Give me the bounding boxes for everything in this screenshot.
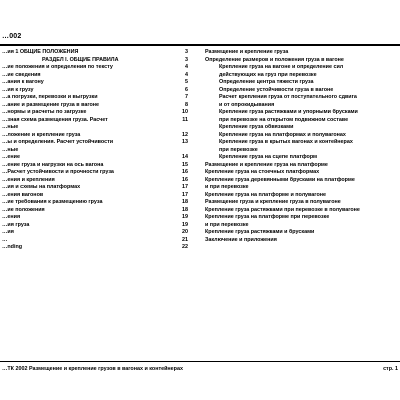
toc-entry-text: …а погрузки, перевозки и выгрузки [2,94,98,100]
toc-entry [205,177,397,185]
toc-entry [2,184,192,192]
toc-entry [2,237,192,245]
toc-entry [205,147,397,155]
toc-entry-text: Определение устойчивости груза в вагоне [219,86,334,93]
toc-entry-text: …ия груза [2,221,30,228]
toc-entry [2,94,192,102]
toc-entry-text: …ение груза и нагрузки на ось вагона [2,161,104,168]
toc-entry-page: 10 [182,109,188,115]
toc-entry-text: …ные [2,146,19,153]
toc-entry-text: Крепление груза на вагоне и определение сил [219,64,344,70]
toc-entry [205,139,397,147]
toc-entry [2,109,192,117]
toc-entry [205,79,397,87]
toc-entry [205,124,397,132]
toc-entry-text: Расчет крепления груза от поступательного сдвига [219,94,357,100]
toc-entry [205,57,397,65]
toc-entry [2,222,192,230]
toc-entry-text: действующих на груз при перевозке [219,71,317,78]
toc-entry-text: Определение центра тяжести груза [219,79,314,85]
toc-entry [205,154,397,162]
toc-entry-text: …зная схема размещения груза. Расчет [2,116,108,123]
toc-entry-text: Заключение и приложения [205,236,277,243]
toc-entry-text: Определение размеров и положения груза в вагоне [205,56,344,63]
toc-entry [205,214,397,222]
toc-entry [205,64,397,72]
toc-entry [205,184,397,192]
toc-entry [205,132,397,140]
toc-entry-page: 15 [182,161,188,168]
toc-entry-text: Крепление груза растяжками при перевозке в полувагоне [205,206,360,213]
toc-left-column [2,49,192,252]
toc-entry [2,49,192,57]
toc-entry-text: …ия к грузу [2,86,34,93]
toc-entry-text: …ания к вагону [2,79,44,85]
toc-entry-text: Крепление груза на платформе при перевозке [205,214,330,220]
toc-entry-page: 17 [182,191,188,198]
toc-entry [2,147,192,155]
toc-entry [2,169,192,177]
toc-entry [205,222,397,230]
toc-entry [205,102,397,110]
toc-entry [2,87,192,95]
toc-entry [2,162,192,170]
toc-entry [205,199,397,207]
toc-entry [2,244,192,252]
toc-entry-text: …ие требования к размещению груза [2,199,103,205]
toc-entry-text: …nding [2,244,23,250]
toc-entry-text: и при перевозке [205,221,249,228]
toc-entry [2,177,192,185]
toc-entry-text: …ие положения и определения по тексту [2,64,113,70]
toc-entry-text: Крепление груза на платформах и полувагонах [219,131,346,138]
footer-rule [0,361,400,362]
toc-entry-text: …ание и размещение груза в вагоне [2,101,100,108]
toc-entry [2,124,192,132]
toc-entry-text: …ения и крепления [2,176,55,183]
toc-entry-text: при перевозке на открытом подвижном составе [219,116,349,123]
toc-entry [2,192,192,200]
toc-entry [2,117,192,125]
toc-entry-page: 8 [185,101,188,108]
toc-entry-text: Крепление груза на платформе и полувагоне [205,191,327,198]
toc-entry-text: …ы и определения. Расчет устойчивости [2,139,114,145]
toc-entry [205,117,397,125]
toc-entry [2,57,192,65]
toc-entry-text: при перевозке [219,146,258,153]
toc-entry-text: Крепление груза в крытых вагонах и контейнерах [219,139,353,145]
toc-entry-page: 3 [185,56,188,63]
toc-entry-page: 18 [182,199,188,205]
toc-entry-page: 19 [182,214,188,220]
toc-entry-text: …ложение и крепление груза [2,131,81,138]
page-title: …002 [2,33,22,40]
toc-entry [205,162,397,170]
toc-entry-text: …ия и схемы на платформах [2,184,81,190]
toc-entry-text: Крепление груза на сцепе платформ [219,154,318,160]
toc-entry-text: …ение [2,154,20,160]
toc-entry-page: 19 [182,221,188,228]
toc-entry-text: и от опрокидывания [219,101,275,108]
toc-entry-text: …ения вагонов [2,191,44,198]
toc-entry [205,49,397,57]
toc-entry [205,207,397,215]
toc-entry-text: Размещение и крепление груза [205,49,289,55]
toc-entry-page: 13 [182,139,188,145]
toc-entry [2,207,192,215]
toc-entry-page: 18 [182,206,188,213]
toc-entry [2,214,192,222]
toc-entry [2,139,192,147]
toc-entry-page: 22 [182,244,188,250]
toc-entry [205,94,397,102]
toc-entry-page: 5 [185,79,188,85]
toc-entry-text: Крепление груза на стоечных платформах [205,169,320,175]
toc-entry [205,87,397,95]
toc-entry [205,229,397,237]
toc-entry-page: 14 [182,154,188,160]
toc-entry-text: Крепление груза обвязками [219,124,294,130]
toc-entry-page: 16 [182,169,188,175]
toc-entry [2,229,192,237]
toc-entry [2,154,192,162]
toc-entry [2,79,192,87]
toc-entry-text: …ия [2,229,14,235]
page-footer [2,364,398,374]
header-rule [0,44,400,46]
toc-entry-text: … [2,236,8,243]
toc-entry [205,109,397,117]
toc-entry-page: 4 [185,64,188,70]
toc-entry-text: Крепление груза растяжками и брусками [205,229,315,235]
toc-entry-text: …Расчет устойчивости и прочности груза [2,169,114,175]
toc-entry-page: 12 [182,131,188,138]
toc-entry [2,102,192,110]
toc-entry-page: 17 [182,184,188,190]
toc-entry [2,199,192,207]
toc-entry-text: Размещение груза и крепление груза в полувагоне [205,199,341,205]
toc-entry-text: Крепление груза деревянными брусками на платформе [205,176,355,183]
toc-entry-text: Размещение и крепление груза на платформе [205,161,328,168]
toc-entry-text: …ие положения [2,206,45,213]
toc-entry-text: …ения [2,214,21,220]
footer-title: …ТК 2002 Размещение и крепление грузов в вагонах и контейнерах [2,366,183,372]
toc-entry-page: 21 [182,236,188,243]
toc-entry-text: …ие сведения [2,71,41,78]
toc-entry-text: Крепление груза растяжками и упорными брусками [219,109,358,115]
footer-page-number: стр. 1 [383,366,398,372]
toc-entry [2,64,192,72]
toc-entry [205,169,397,177]
toc-right-column [205,49,397,244]
toc-entry-page: 6 [185,86,188,93]
toc-entry-page: 4 [185,71,188,78]
toc-entry [205,192,397,200]
toc-entry [2,72,192,80]
toc-entry-page: 20 [182,229,188,235]
toc-entry-text: и при перевозке [205,184,249,190]
toc-entry-page: 16 [182,176,188,183]
toc-entry [2,132,192,140]
toc-entry-text: …нормы и расчеты по загрузке [2,109,87,115]
toc-entry-text: РАЗДЕЛ I. ОБЩИЕ ПРАВИЛА [42,56,119,63]
toc-entry-page: 11 [182,116,188,123]
toc-entry [205,72,397,80]
toc-entry [205,237,397,245]
toc-entry-text: …ия 1 ОБЩИЕ ПОЛОЖЕНИЯ [2,49,79,55]
toc-entry-text: …ные [2,124,19,130]
toc-entry-page: 7 [185,94,188,100]
toc-entry-page: 3 [185,49,188,55]
